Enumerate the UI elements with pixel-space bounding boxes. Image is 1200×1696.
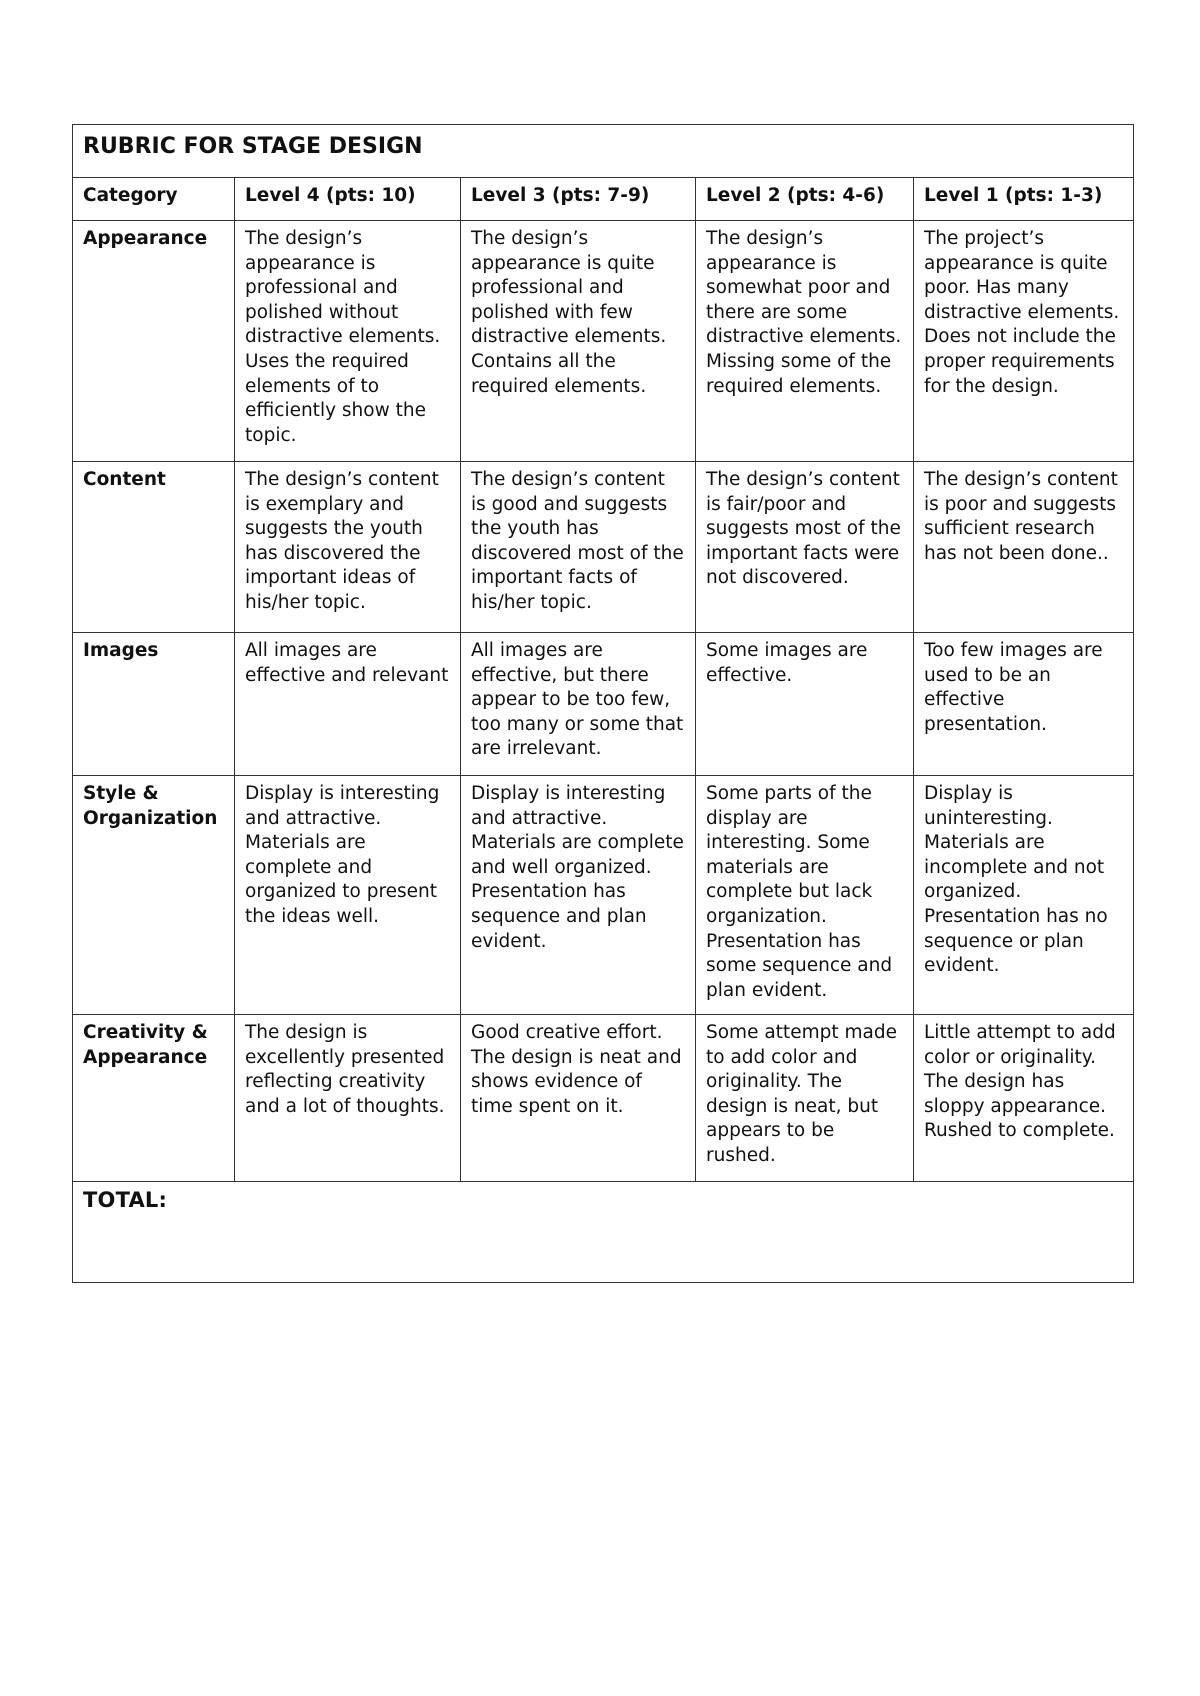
- rubric-title: RUBRIC FOR STAGE DESIGN: [83, 134, 423, 159]
- header-level-4: Level 4 (pts: 10): [235, 178, 461, 221]
- header-row: [73, 178, 1134, 221]
- level-4-cell: All images are effective and relevant: [235, 633, 461, 776]
- level-3-cell: All images are effective, but there appear to be too few, too many or some that are irrelevant.: [461, 633, 696, 776]
- table-row: [73, 633, 1134, 776]
- category-cell: Style & Organization: [73, 776, 235, 1015]
- total-cell: [73, 1182, 1134, 1283]
- level-1-cell: The project’s appearance is quite poor. Has many distractive elements. Does not include the proper requirements for the design.: [914, 221, 1134, 462]
- table-row: [73, 221, 1134, 462]
- level-2-cell: Some images are effective.: [696, 633, 914, 776]
- title-row: [73, 125, 1134, 178]
- category-cell: Content: [73, 462, 235, 633]
- level-3-cell: The design’s appearance is quite professional and polished with few distractive elements. Contains all the required elements.: [461, 221, 696, 462]
- rubric-document: [72, 124, 1133, 1283]
- level-1-cell: Too few images are used to be an effective presentation.: [914, 633, 1134, 776]
- category-cell: Appearance: [73, 221, 235, 462]
- header-level-3: Level 3 (pts: 7-9): [461, 178, 696, 221]
- level-4-cell: The design’s content is exemplary and suggests the youth has discovered the important ideas of his/her topic.: [235, 462, 461, 633]
- level-4-cell: Display is interesting and attractive. Materials are complete and organized to present the ideas well.: [235, 776, 461, 1015]
- category-cell: Images: [73, 633, 235, 776]
- level-2-cell: The design’s appearance is somewhat poor and there are some distractive elements. Missing some of the required elements.: [696, 221, 914, 462]
- total-row: [73, 1182, 1134, 1283]
- level-2-cell: The design’s content is fair/poor and suggests most of the important facts were not discovered.: [696, 462, 914, 633]
- total-label: TOTAL:: [83, 1188, 168, 1212]
- table-row: [73, 1015, 1134, 1182]
- level-3-cell: The design’s content is good and suggests the youth has discovered most of the important facts of his/her topic.: [461, 462, 696, 633]
- level-1-cell: Little attempt to add color or originality. The design has sloppy appearance. Rushed to complete.: [914, 1015, 1134, 1182]
- title-cell: [73, 125, 1134, 178]
- table-row: [73, 462, 1134, 633]
- level-2-cell: Some attempt made to add color and originality. The design is neat, but appears to be rushed.: [696, 1015, 914, 1182]
- category-cell: Creativity & Appearance: [73, 1015, 235, 1182]
- level-4-cell: The design is excellently presented reflecting creativity and a lot of thoughts.: [235, 1015, 461, 1182]
- level-3-cell: Good creative effort. The design is neat and shows evidence of time spent on it.: [461, 1015, 696, 1182]
- level-1-cell: Display is uninteresting. Materials are incomplete and not organized. Presentation has no sequence or plan evident.: [914, 776, 1134, 1015]
- rubric-table: [72, 124, 1134, 1283]
- level-1-cell: The design’s content is poor and suggests sufficient research has not been done..: [914, 462, 1134, 633]
- header-level-2: Level 2 (pts: 4-6): [696, 178, 914, 221]
- table-row: [73, 776, 1134, 1015]
- header-level-1: Level 1 (pts: 1-3): [914, 178, 1134, 221]
- level-2-cell: Some parts of the display are interesting. Some materials are complete but lack organization. Presentation has some sequence and plan evident.: [696, 776, 914, 1015]
- level-4-cell: The design’s appearance is professional and polished without distractive elements. Uses the required elements of to efficiently show the topic.: [235, 221, 461, 462]
- header-category: Category: [73, 178, 235, 221]
- level-3-cell: Display is interesting and attractive. Materials are complete and well organized. Presentation has sequence and plan evident.: [461, 776, 696, 1015]
